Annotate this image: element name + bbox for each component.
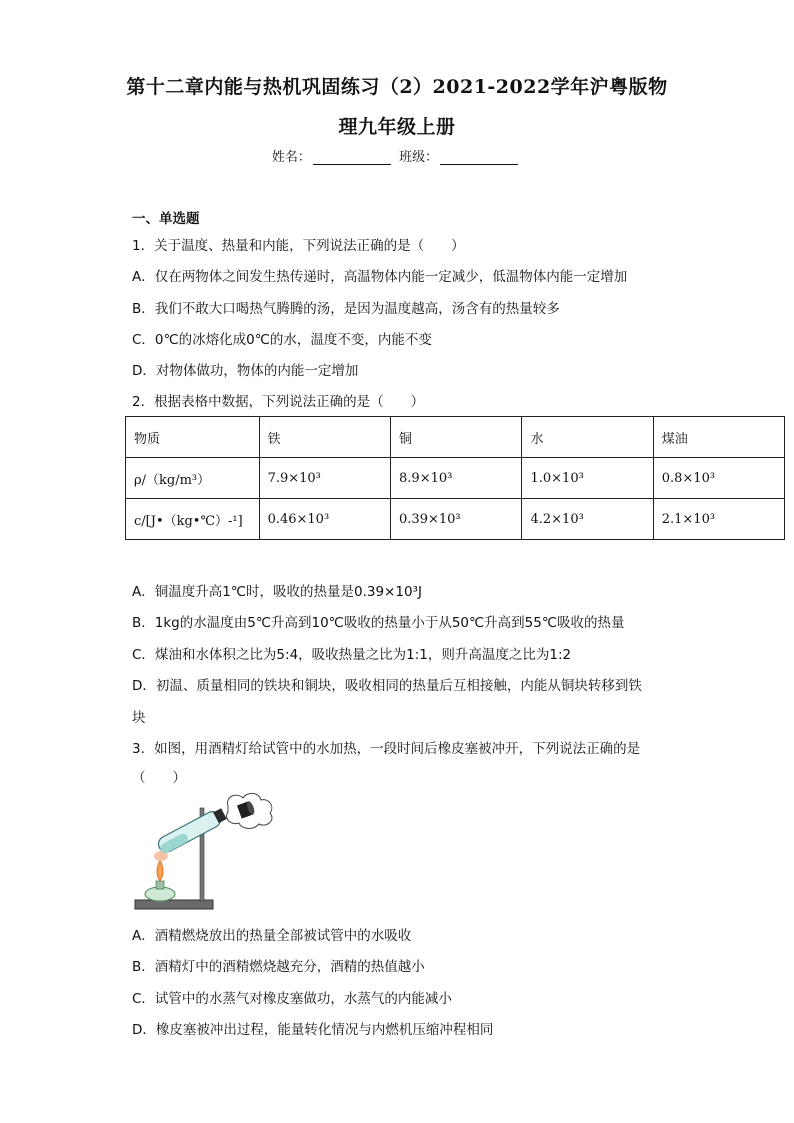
page-title-line2: 理九年级上册 [338, 116, 456, 138]
table-header-cell: 物质 [126, 417, 260, 458]
section-heading: 一、单选题 [132, 211, 200, 227]
q2-stem: 2．根据表格中数据，下列说法正确的是（ ） [132, 394, 425, 410]
q2-option-b[interactable]: B．1kg的水温度由5℃升高到10℃吸收的热量小于从50℃升高到55℃吸收的热量 [132, 615, 625, 631]
table-header-cell: 煤油 [653, 417, 784, 458]
q1-option-a[interactable]: A．仅在两物体之间发生热传递时，高温物体内能一定减少，低温物体内能一定增加 [132, 269, 628, 285]
table-header-cell: 铜 [391, 417, 522, 458]
properties-table [125, 416, 785, 540]
q1-option-b[interactable]: B．我们不敢大口喝热气腾腾的汤，是因为温度越高，汤含有的热量较多 [132, 301, 560, 317]
test-tube-heating-figure [133, 790, 283, 915]
table-cell: 2.1×10³ [653, 499, 784, 540]
table-row-specific-heat [126, 499, 785, 540]
table-cell: 0.46×10³ [259, 499, 390, 540]
q3-option-d[interactable]: D．橡皮塞被冲出过程，能量转化情况与内燃机压缩冲程相同 [132, 1022, 494, 1038]
table-row-density [126, 458, 785, 499]
q2-option-c[interactable]: C．煤油和水体积之比为5:4，吸收热量之比为1:1，则升高温度之比为1:2 [132, 647, 572, 663]
table-cell: 0.39×10³ [391, 499, 522, 540]
table-cell: 7.9×10³ [259, 458, 390, 499]
name-label: 姓名： [271, 150, 311, 165]
table-header-row [126, 417, 785, 458]
table-cell: 4.2×10³ [522, 499, 653, 540]
table-cell: ρ/（kg/m³） [126, 458, 260, 499]
q3-option-c[interactable]: C．试管中的水蒸气对橡皮塞做功，水蒸气的内能减小 [132, 991, 452, 1007]
table-header-cell: 铁 [259, 417, 390, 458]
name-blank[interactable] [313, 152, 391, 165]
q1-stem: 1．关于温度、热量和内能，下列说法正确的是（ ） [132, 238, 465, 254]
q3-option-a[interactable]: A．酒精燃烧放出的热量全部被试管中的水吸收 [132, 928, 412, 944]
q2-option-a[interactable]: A．铜温度升高1℃时，吸收的热量是0.39×10³J [132, 584, 422, 600]
table-cell: 0.8×10³ [653, 458, 784, 499]
table-cell: c/[J•（kg•℃）-¹] [126, 499, 260, 540]
table-header-cell: 水 [522, 417, 653, 458]
q3-option-b[interactable]: B．酒精灯中的酒精燃烧越充分，酒精的热值越小 [132, 959, 425, 975]
q2-option-d[interactable]: D．初温、质量相同的铁块和铜块，吸收相同的热量后互相接触，内能从铜块转移到铁 [132, 678, 642, 694]
table-cell: 1.0×10³ [522, 458, 653, 499]
class-blank[interactable] [440, 152, 518, 165]
q1-option-d[interactable]: D．对物体做功，物体的内能一定增加 [132, 363, 359, 379]
name-class-row [0, 146, 794, 165]
q3-stem: 3．如图，用酒精灯给试管中的水加热，一段时间后橡皮塞被冲开，下列说法正确的是 [132, 741, 641, 757]
page-title-line1: 第十二章内能与热机巩固练习（2）2021-2022学年沪粤版物 [126, 76, 668, 98]
q3-stem-bracket: （ ） [132, 770, 186, 786]
q1-option-c[interactable]: C．0℃的冰熔化成0℃的水，温度不变，内能不变 [132, 332, 432, 348]
q2-option-d-continued: 块 [132, 710, 146, 726]
table-cell: 8.9×10³ [391, 458, 522, 499]
class-label: 班级： [399, 150, 439, 165]
